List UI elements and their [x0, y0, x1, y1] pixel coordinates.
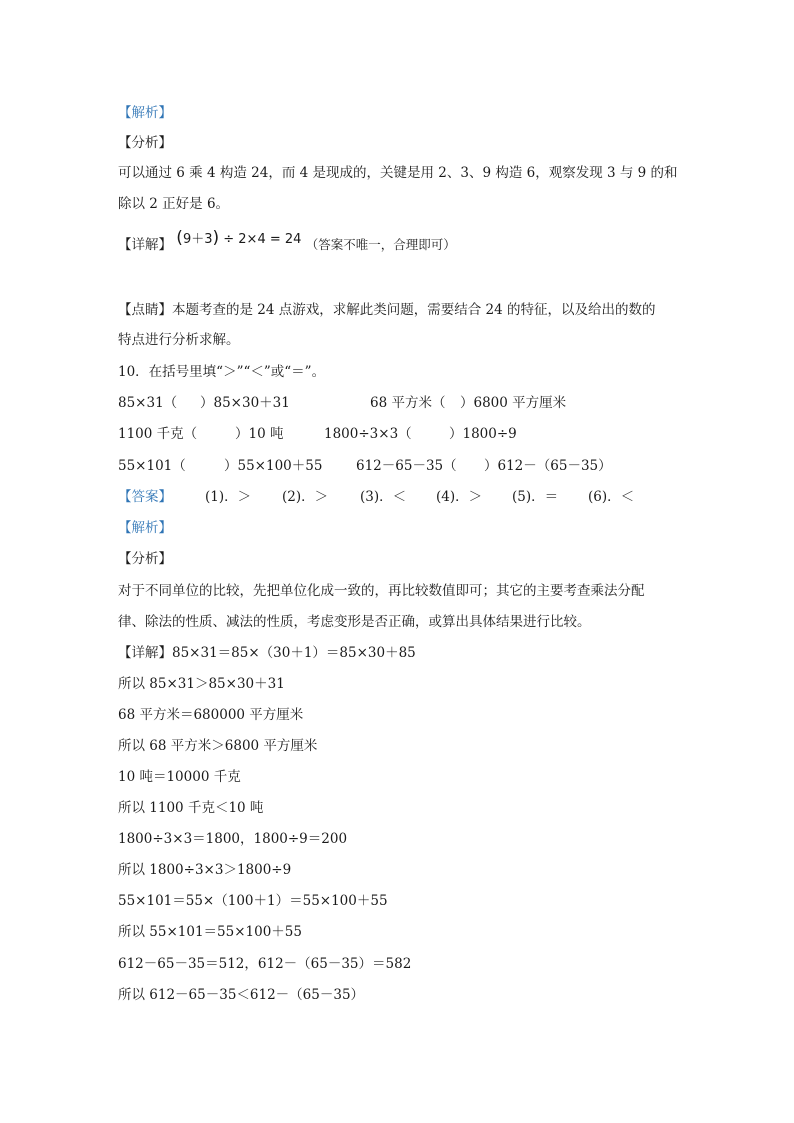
- compare-left: 85×31（: [118, 395, 178, 411]
- detail-line: 612－65－35＝512，612－（65－35）＝582: [118, 956, 412, 972]
- section-tag-answer: 【答案】: [118, 489, 172, 505]
- dianjing-text: 本题考查的是 24 点游戏，求解此类问题，需要结合 24 的特征，以及给出的数的: [172, 302, 656, 318]
- answer-row: [118, 487, 698, 507]
- compare-right: ）1800÷9: [449, 426, 517, 442]
- analysis-text-line: 除以 2 正好是 6。: [118, 196, 230, 212]
- detail-line: [118, 643, 416, 663]
- compare-right: ）10 吨: [235, 426, 284, 442]
- detail-line: 1800÷3×3＝1800，1800÷9＝200: [118, 831, 348, 847]
- question-title: 10．在括号里填“＞”“＜”或“＝”。: [118, 364, 326, 380]
- compare-right: ）85×30＋31: [200, 395, 290, 411]
- answer-item: (4)．＞: [436, 489, 483, 505]
- analysis-text-line: 对于不同单位的比较，先把单位化成一致的，再比较数值即可；其它的主要考查乘法分配: [118, 583, 645, 599]
- compare-left: 612－65－35（: [356, 458, 457, 474]
- section-tag-dianjing: 【点睛】: [118, 302, 172, 318]
- compare-left: 55×101（: [118, 458, 186, 474]
- formula-rest: ÷ 2×4 = 24: [223, 232, 302, 247]
- section-tag-jiexi: 【解析】: [118, 105, 172, 121]
- analysis-text-line: 律、除法的性质、减法的性质，考虑变形是否正确，或算出具体结果进行比较。: [118, 614, 591, 630]
- answer-item: (1)．＞: [205, 489, 252, 505]
- section-tag-fenxi: 【分析】: [118, 135, 172, 151]
- formula-inner: 9＋3: [182, 232, 213, 247]
- compare-left: 68 平方米（: [370, 395, 446, 411]
- compare-right: ）55×100＋55: [224, 458, 323, 474]
- section-tag-fenxi: 【分析】: [118, 551, 172, 567]
- formula-paren-open: (: [176, 228, 183, 248]
- answer-item: (5)．＝: [512, 489, 559, 505]
- detail-line: 10 吨＝10000 千克: [118, 769, 241, 785]
- section-tag-xiangjie: 【详解】: [118, 645, 172, 661]
- detail-formula-line: [118, 228, 456, 256]
- detail-line: 所以 1800÷3×3＞1800÷9: [118, 862, 292, 878]
- math-formula: [176, 228, 302, 248]
- detail-line: 55×101＝55×（100＋1）＝55×100＋55: [118, 893, 388, 909]
- answer-item: (2)．＞: [282, 489, 329, 505]
- dianjing-text-line: 特点进行分析求解。: [118, 332, 240, 348]
- compare-left: 1800÷3×3（: [324, 426, 412, 442]
- detail-line: 所以 55×101＝55×100＋55: [118, 924, 302, 940]
- detail-line: 所以 68 平方米＞6800 平方厘米: [118, 738, 318, 754]
- detail-text: 85×31＝85×（30＋1）＝85×30＋85: [172, 645, 416, 661]
- formula-note: （答案不唯一，合理即可）: [305, 237, 456, 252]
- compare-right: ）6800 平方厘米: [460, 395, 567, 411]
- detail-line: 所以 85×31＞85×30＋31: [118, 676, 285, 692]
- answer-item: (3)．＜: [360, 489, 407, 505]
- question-row: [118, 424, 698, 444]
- analysis-text-line: 可以通过 6 乘 4 构造 24，而 4 是现成的，关键是用 2、3、9 构造 6，观察发现 3 与 9 的和: [118, 165, 678, 181]
- compare-right: ）612－（65－35）: [484, 458, 612, 474]
- section-tag-xiangjie: 【详解】: [118, 237, 172, 253]
- detail-line: 68 平方米＝680000 平方厘米: [118, 707, 304, 723]
- detail-line: 所以 1100 千克＜10 吨: [118, 800, 264, 816]
- compare-left: 1100 千克（: [118, 426, 198, 442]
- answer-item: (6)．＜: [588, 489, 635, 505]
- formula-paren-close: ): [212, 228, 220, 248]
- section-tag-jiexi: 【解析】: [118, 520, 172, 536]
- question-row: [118, 456, 698, 476]
- dianjing-line: [118, 300, 656, 320]
- detail-line: 所以 612－65－35＜612－（65－35）: [118, 987, 365, 1003]
- question-row: [118, 393, 698, 413]
